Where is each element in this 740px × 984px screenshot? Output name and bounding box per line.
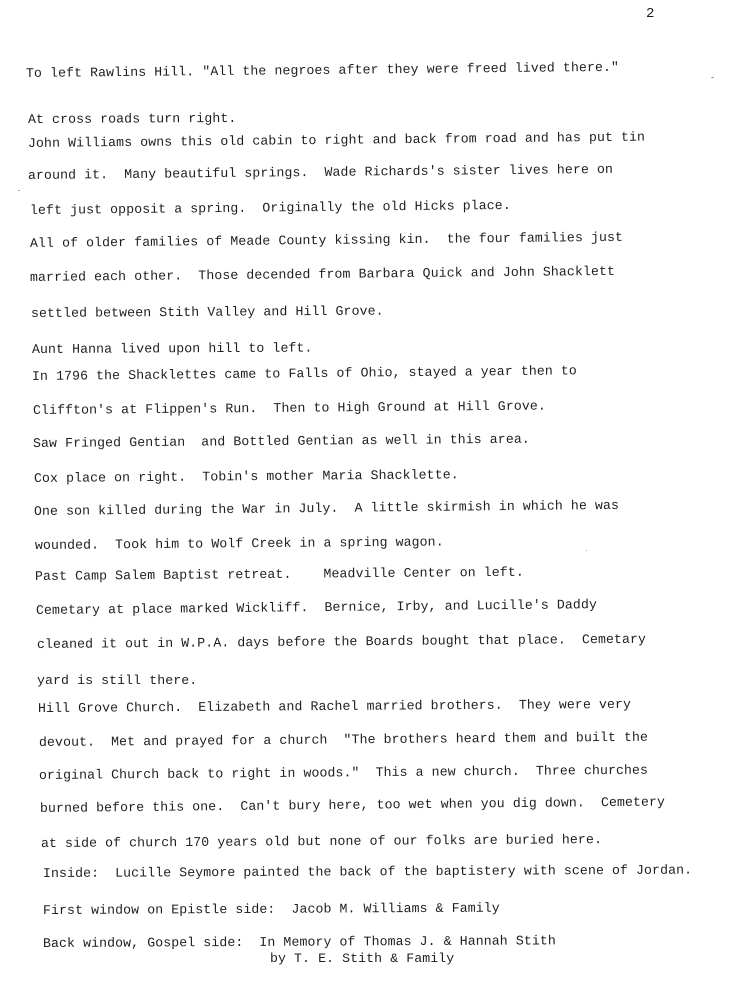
text-line: Inside: Lucille Seymore painted the back of the baptistery with scene of Jordan.: [42, 862, 693, 881]
scan-speck: [586, 550, 587, 551]
text-line: First window on Epistle side: Jacob M. Williams & Family: [42, 900, 500, 918]
text-line: burned before this one. Can't bury here, too wet when you dig down. Cemetery: [39, 794, 666, 816]
text-line: To left Rawlins Hill. "All the negroes after they were freed lived there.": [25, 59, 620, 81]
text-line: settled between Stith Valley and Hill Grove.: [30, 303, 384, 321]
text-line: Cox place on right. Tobin's mother Maria Shacklette.: [33, 467, 459, 486]
text-line: All of older families of Meade County kissing kin. the four families just: [29, 229, 624, 251]
text-line: Saw Fringed Gentian and Bottled Gentian as well in this area.: [32, 431, 530, 451]
text-line: Aunt Hanna lived upon hill to left.: [31, 340, 313, 357]
text-line: around it. Many beautiful springs. Wade Richards's sister lives here on: [27, 161, 614, 183]
text-line: One son killed during the War in July. A little skirmish in which he was: [33, 497, 620, 519]
text-line: wounded. Took him to Wolf Creek in a spring wagon.: [34, 534, 444, 553]
text-line: yard is still there.: [37, 673, 198, 688]
text-line: In 1796 the Shacklettes came to Falls of Ohio, stayed a year then to: [31, 363, 577, 384]
text-line: Cliffton's at Flippen's Run. Then to High Ground at Hill Grove.: [32, 398, 546, 418]
text-line: Hill Grove Church. Elizabeth and Rachel married brothers. They were very: [37, 696, 632, 716]
text-line: married each other. Those decended from Barbara Quick and John Shacklett: [29, 263, 616, 285]
text-line: John Williams owns this old cabin to right and back from road and has put tin: [27, 129, 646, 151]
text-line: by T. E. Stith & Family: [270, 951, 455, 966]
page-number: 2: [646, 6, 655, 22]
text-line: Cemetary at place marked Wickliff. Bernice, Irby, and Lucille's Daddy: [35, 597, 598, 618]
scan-speck: [711, 77, 714, 78]
scan-speck: [18, 190, 20, 191]
text-line: original Church back to right in woods." This a new church. Three churches: [38, 762, 649, 783]
text-line: At cross roads turn right.: [27, 110, 237, 127]
text-line: devout. Met and prayed for a church "The brothers heard them and built the: [38, 729, 649, 750]
text-line: Back window, Gospel side: In Memory of Thomas J. & Hannah Stith: [42, 933, 556, 951]
text-line: left just opposit a spring. Originally the old Hicks place.: [29, 197, 511, 218]
text-line: Past Camp Salem Baptist retreat. Meadville Center on left.: [34, 564, 524, 584]
text-line: at side of church 170 years old but none of our folks are buried here.: [40, 832, 603, 851]
text-line: cleaned it out in W.P.A. days before the Boards bought that place. Cemetary: [36, 631, 647, 652]
